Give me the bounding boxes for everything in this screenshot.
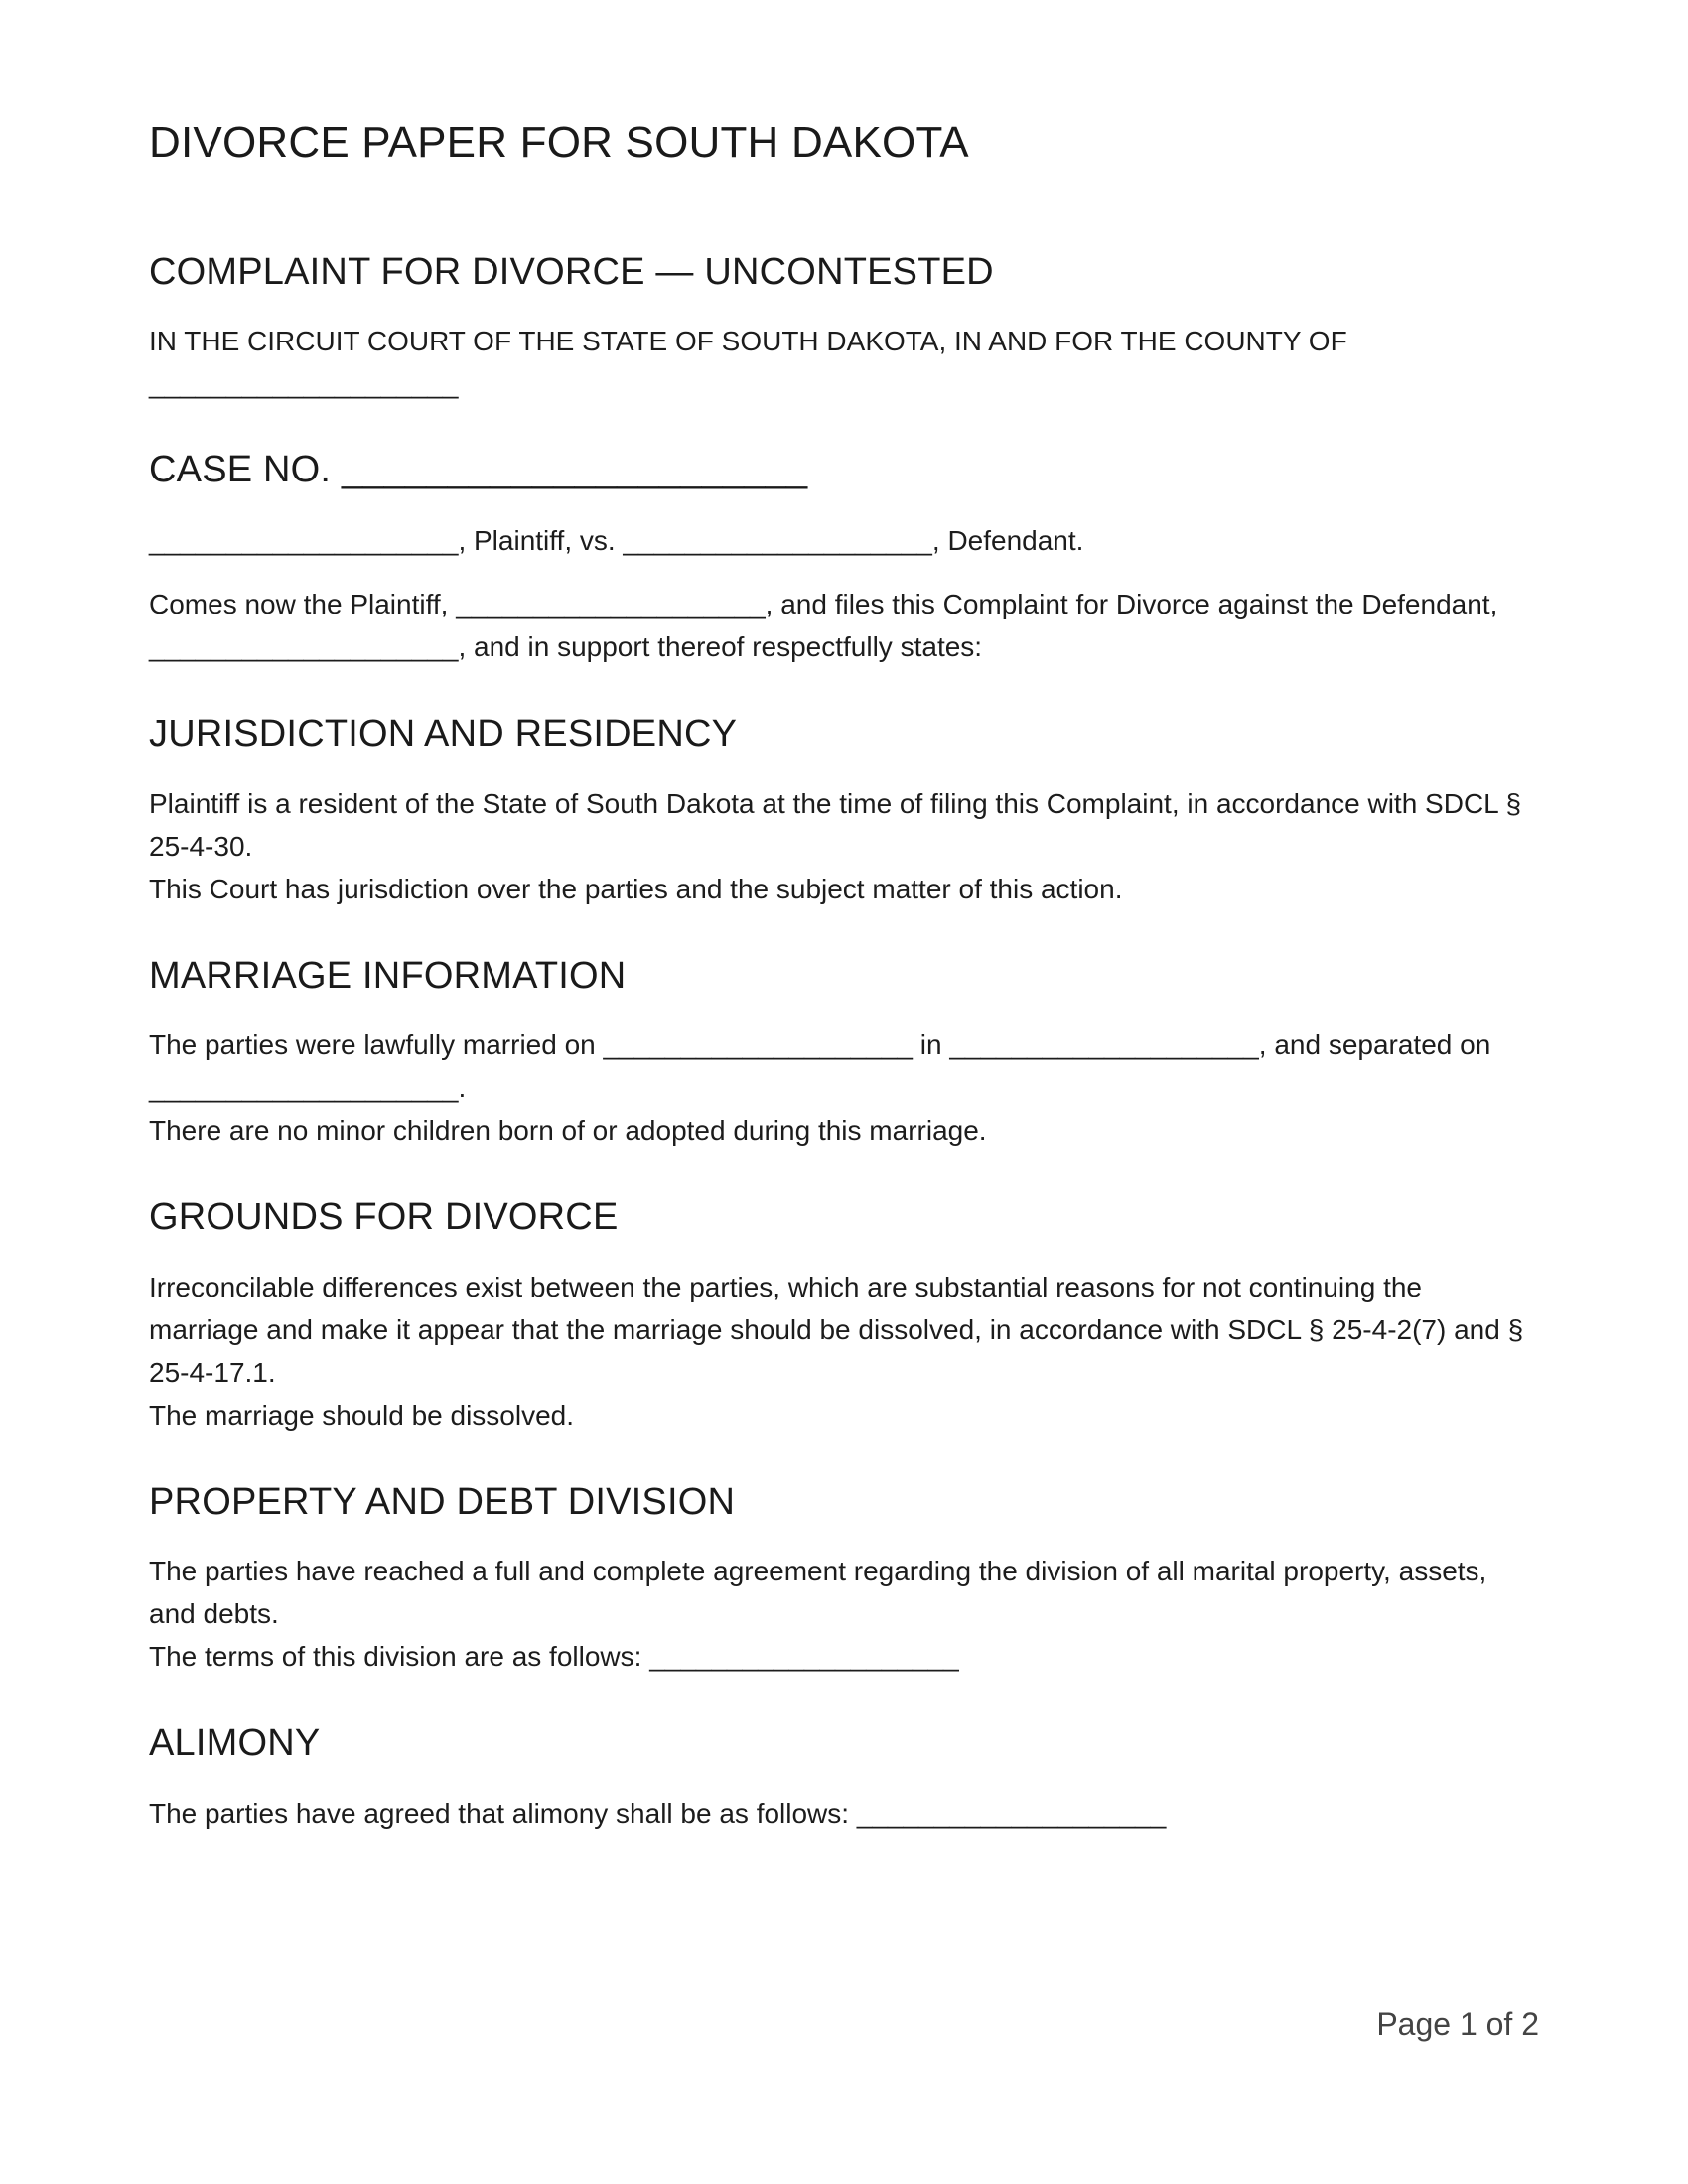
jurisdiction-residency-text: Plaintiff is a resident of the State of South Dakota at the time of filing this Complaint, in accordance with SDCL § 25-4-30. bbox=[149, 787, 1522, 862]
section-heading-property: PROPERTY AND DEBT DIVISION bbox=[149, 1480, 736, 1523]
case-number-heading: CASE NO. ______________________ bbox=[149, 449, 808, 491]
grounds-dissolved-text: The marriage should be dissolved. bbox=[149, 1399, 575, 1431]
section-heading-grounds: GROUNDS FOR DIVORCE bbox=[149, 1196, 619, 1239]
alimony-terms-text: The parties have agreed that alimony shall be as follows: ____________________ bbox=[149, 1797, 1167, 1829]
complaint-heading: COMPLAINT FOR DIVORCE — UNCONTESTED bbox=[149, 250, 994, 293]
document-body bbox=[149, 117, 1539, 1835]
marriage-dates-text: The parties were lawfully married on ____________________ in ____________________, and separated on ____________________. bbox=[149, 1029, 1491, 1104]
page-number: Page 1 of 2 bbox=[1376, 2006, 1539, 2042]
section-heading-marriage: MARRIAGE INFORMATION bbox=[149, 954, 627, 997]
jurisdiction-court-text: This Court has jurisdiction over the parties and the subject matter of this action. bbox=[149, 873, 1123, 904]
grounds-differences-text: Irreconcilable differences exist between the parties, which are substantial reasons for not continuing the marriage and make it appear that the marriage should be dissolved, in accordance with SDCL § 25-4-2(7) and § 25-4-17.1. bbox=[149, 1271, 1524, 1388]
property-agreement-text: The parties have reached a full and complete agreement regarding the division of all marital property, assets, and debts. bbox=[149, 1556, 1487, 1630]
section-heading-alimony: ALIMONY bbox=[149, 1722, 321, 1765]
document-title: DIVORCE PAPER FOR SOUTH DAKOTA bbox=[149, 118, 969, 167]
court-line: IN THE CIRCUIT COURT OF THE STATE OF SOUTH DAKOTA, IN AND FOR THE COUNTY OF ____________________ bbox=[149, 326, 1347, 400]
marriage-children-text: There are no minor children born of or adopted during this marriage. bbox=[149, 1115, 987, 1147]
section-heading-jurisdiction: JURISDICTION AND RESIDENCY bbox=[149, 712, 738, 754]
parties-line: ____________________, Plaintiff, vs. ____________________, Defendant. bbox=[149, 524, 1084, 556]
property-terms-text: The terms of this division are as follows: ____________________ bbox=[149, 1641, 959, 1673]
intro-paragraph: Comes now the Plaintiff, ____________________, and files this Complaint for Divorce against the Defendant, ____________________, and in support thereof respectfully states: bbox=[149, 588, 1498, 662]
